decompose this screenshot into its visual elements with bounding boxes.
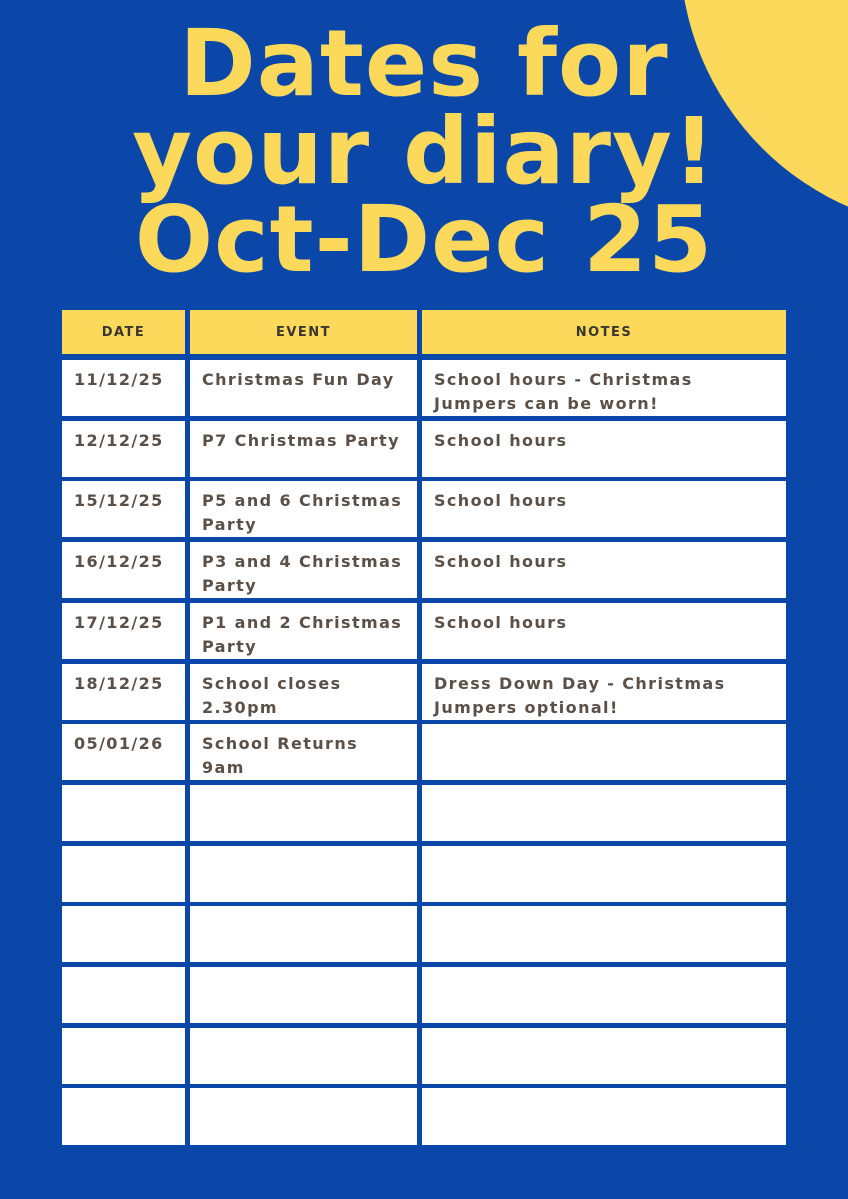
table-cell-event: [190, 1088, 417, 1145]
table-cell-date: 11/12/25: [62, 360, 185, 416]
table-cell-event: School Returns 9am: [190, 724, 417, 780]
table-cell-date: 15/12/25: [62, 481, 185, 537]
table-cell-date: 17/12/25: [62, 603, 185, 659]
table-cell-date: [62, 1028, 185, 1084]
header-date: DATE: [62, 310, 185, 354]
table-cell-notes: [422, 1028, 786, 1084]
header-notes: NOTES: [422, 310, 786, 354]
table-cell-notes: School hours: [422, 603, 786, 659]
table-cell-event: P3 and 4 Christmas Party: [190, 542, 417, 598]
table-cell-event: Christmas Fun Day: [190, 360, 417, 416]
table-cell-event: [190, 1028, 417, 1084]
header-event: EVENT: [190, 310, 417, 354]
table-cell-notes: School hours: [422, 542, 786, 598]
table-cell-date: [62, 846, 185, 902]
table-cell-notes: School hours: [422, 421, 786, 477]
table-cell-notes: School hours - Christmas Jumpers can be worn!: [422, 360, 786, 416]
table-cell-date: [62, 1088, 185, 1145]
table-cell-event: P1 and 2 Christmas Party: [190, 603, 417, 659]
table-cell-event: P7 Christmas Party: [190, 421, 417, 477]
table-cell-notes: [422, 967, 786, 1023]
table-cell-event: [190, 967, 417, 1023]
table-cell-notes: [422, 906, 786, 962]
table-cell-notes: School hours: [422, 481, 786, 537]
table-cell-date: 12/12/25: [62, 421, 185, 477]
table-cell-notes: [422, 846, 786, 902]
title-line-2: your diary!: [132, 98, 716, 205]
table-cell-event: [190, 785, 417, 841]
table-cell-notes: Dress Down Day - Christmas Jumpers optional!: [422, 664, 786, 720]
table-cell-date: [62, 906, 185, 962]
title-line-3: Oct-Dec 25: [134, 186, 714, 293]
table-cell-notes: [422, 1088, 786, 1145]
table-cell-event: [190, 846, 417, 902]
table-cell-event: [190, 906, 417, 962]
table-cell-date: 05/01/26: [62, 724, 185, 780]
table-cell-event: P5 and 6 Christmas Party: [190, 481, 417, 537]
table-cell-notes: [422, 724, 786, 780]
table-cell-notes: [422, 785, 786, 841]
table-cell-date: 16/12/25: [62, 542, 185, 598]
table-cell-event: School closes 2.30pm: [190, 664, 417, 720]
title-line-1: Dates for: [179, 10, 669, 117]
table-cell-date: [62, 967, 185, 1023]
table-cell-date: [62, 785, 185, 841]
page-title: [0, 10, 848, 293]
table-cell-date: 18/12/25: [62, 664, 185, 720]
